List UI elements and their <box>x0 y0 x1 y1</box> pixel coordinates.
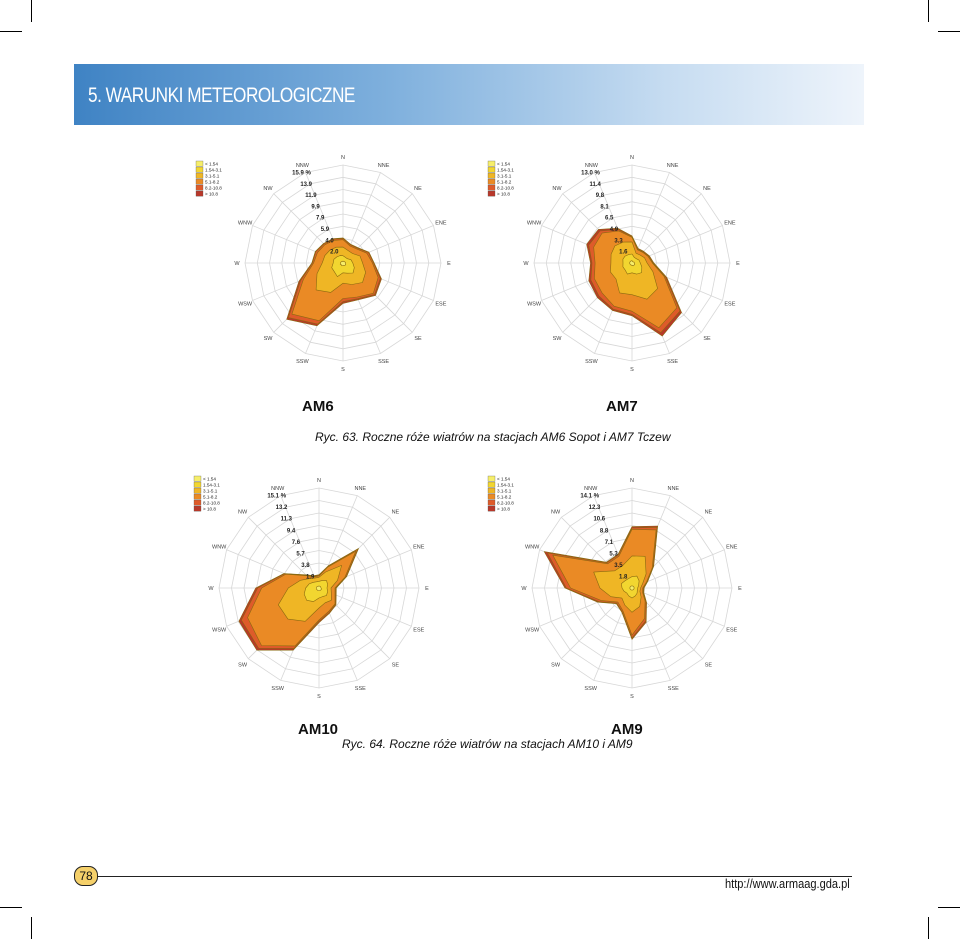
direction-label: SSW <box>296 358 309 365</box>
direction-label: W <box>521 586 527 592</box>
direction-label: SE <box>391 662 400 669</box>
legend-label: < 1.54 <box>205 161 218 167</box>
ring-label: 7.9 <box>316 215 325 222</box>
ring-label: 1.6 <box>619 249 628 256</box>
legend-label: 3.1-5.1 <box>497 173 512 179</box>
direction-label: NNW <box>295 163 309 170</box>
ring-label: 11.9 <box>305 193 317 200</box>
direction-label: NW <box>552 186 562 192</box>
direction-label: SSW <box>271 685 284 692</box>
ring-label: 12.3 <box>588 505 601 512</box>
legend-swatch <box>196 167 203 172</box>
legend-swatch <box>196 191 203 196</box>
legend-swatch <box>194 506 201 511</box>
ring-label: 1.8 <box>619 574 628 581</box>
direction-label: E <box>425 586 429 592</box>
legend-swatch <box>196 185 203 190</box>
crop-mark <box>0 907 22 908</box>
legend-swatch <box>488 161 495 166</box>
ring-label: 13.2 <box>275 505 288 512</box>
series-area <box>316 586 321 591</box>
direction-label: NW <box>551 509 561 516</box>
ring-label: 11.4 <box>589 181 601 188</box>
direction-label: WSW <box>527 301 542 308</box>
ring-label: 13.9 <box>300 181 313 188</box>
legend-swatch <box>194 482 201 487</box>
ring-label: 13.0 % <box>581 170 600 177</box>
wind-rose-am6 <box>190 155 460 375</box>
direction-label: W <box>208 586 214 592</box>
legend-label: 5.1-8.2 <box>203 494 218 500</box>
direction-label: NE <box>414 186 422 192</box>
direction-label: ENE <box>726 544 738 551</box>
direction-label: S <box>341 367 345 373</box>
legend-swatch <box>194 494 201 499</box>
legend-label: 8.2-10.8 <box>497 185 514 191</box>
wind-rose-am7 <box>482 155 752 375</box>
direction-label: SSE <box>667 685 679 692</box>
direction-label: N <box>317 478 321 484</box>
direction-label: W <box>523 261 529 267</box>
ring-label: 9.8 <box>595 193 605 200</box>
legend-swatch <box>488 179 495 184</box>
direction-label: N <box>341 155 345 161</box>
wind-rose-am7-svg <box>482 155 752 375</box>
legend-swatch <box>196 173 203 178</box>
direction-label: ESE <box>435 301 447 308</box>
legend-label: > 10.8 <box>205 191 218 197</box>
ring-label: 3.8 <box>301 562 310 569</box>
ring-label: 2.0 <box>330 249 339 256</box>
legend <box>488 476 514 512</box>
ring-label: 3.3 <box>614 238 623 245</box>
direction-label: WNW <box>237 220 253 227</box>
direction-label: ENE <box>435 220 447 227</box>
direction-label: ENE <box>724 220 736 227</box>
ring-label: 1.9 <box>306 574 315 581</box>
direction-label: NNE <box>667 486 680 493</box>
legend-swatch <box>488 488 495 493</box>
direction-label: ESE <box>413 627 425 634</box>
ring-label: 14.1 % <box>580 493 600 500</box>
direction-label: SW <box>238 662 248 669</box>
legend-swatch <box>488 506 495 511</box>
direction-label: W <box>234 261 240 267</box>
direction-label: WNW <box>526 220 542 227</box>
direction-label: NNE <box>377 163 390 170</box>
direction-label: ENE <box>413 544 425 551</box>
direction-label: SE <box>704 662 713 669</box>
direction-label: WSW <box>238 301 253 308</box>
legend-swatch <box>194 488 201 493</box>
direction-label: NNW <box>584 163 598 170</box>
direction-label: NW <box>263 186 273 192</box>
direction-label: E <box>738 586 742 592</box>
station-label-am9: AM9 <box>611 721 643 738</box>
direction-label: SSE <box>667 358 679 365</box>
figure-caption-64: Ryc. 64. Roczne róże wiatrów na stacjach AM10 i AM9 <box>342 737 633 751</box>
station-label-am7: AM7 <box>606 398 638 415</box>
direction-label: N <box>630 155 634 161</box>
crop-mark <box>938 907 960 908</box>
direction-label: ESE <box>726 627 738 634</box>
direction-label: SSW <box>585 358 598 365</box>
crop-mark <box>31 917 32 939</box>
direction-label: SSE <box>378 358 390 365</box>
ring-label: 9.4 <box>286 528 296 535</box>
legend-label: < 1.54 <box>497 476 510 482</box>
ring-label: 3.5 <box>614 562 623 569</box>
direction-label: S <box>630 367 634 373</box>
direction-label: SE <box>414 336 422 342</box>
direction-label: S <box>630 694 634 700</box>
page-number: 78 <box>74 866 98 886</box>
legend-label: 1.54-3.1 <box>205 167 222 173</box>
ring-label: 15.1 % <box>267 493 287 500</box>
legend-label: 8.2-10.8 <box>205 185 222 191</box>
legend-swatch <box>194 500 201 505</box>
wind-rose-am9-svg <box>482 470 752 700</box>
station-label-am6: AM6 <box>302 398 334 415</box>
direction-label: SE <box>703 336 711 342</box>
legend-label: > 10.8 <box>203 506 216 512</box>
direction-label: SSE <box>354 685 366 692</box>
ring-label: 15.9 % <box>292 170 311 177</box>
legend-swatch <box>488 500 495 505</box>
legend-label: 1.54-3.1 <box>203 482 220 488</box>
legend-swatch <box>196 161 203 166</box>
direction-label: WNW <box>212 544 227 551</box>
series-area <box>630 586 634 590</box>
direction-label: SW <box>552 336 562 342</box>
legend-label: 3.1-5.1 <box>205 173 220 179</box>
ring-label: 4.9 <box>609 227 619 233</box>
legend-label: 8.2-10.8 <box>497 500 514 506</box>
direction-label: WSW <box>212 627 227 634</box>
legend-swatch <box>488 482 495 487</box>
legend-swatch <box>488 173 495 178</box>
legend-swatch <box>488 191 495 196</box>
direction-label: SW <box>263 336 273 342</box>
ring-label: 7.6 <box>291 539 301 546</box>
legend-label: 5.1-8.2 <box>497 179 512 185</box>
direction-label: NNW <box>584 486 598 493</box>
ring-label: 7.1 <box>604 539 614 546</box>
legend-swatch <box>194 476 201 481</box>
direction-label: NNW <box>271 486 285 493</box>
direction-label: N <box>630 478 634 484</box>
legend-label: < 1.54 <box>203 476 216 482</box>
ring-label: 5.3 <box>609 551 618 558</box>
wind-rose-am10-svg <box>188 470 429 700</box>
legend-label: 5.1-8.2 <box>497 494 512 500</box>
station-label-am10: AM10 <box>298 721 339 738</box>
direction-label: NE <box>704 509 713 516</box>
wind-rose-am6-svg <box>190 155 460 375</box>
legend-swatch <box>488 167 495 172</box>
ring-label: 4.0 <box>325 238 334 245</box>
direction-label: E <box>736 261 740 267</box>
legend-swatch <box>488 185 495 190</box>
legend-label: 8.2-10.8 <box>203 500 220 506</box>
figure-caption-63: Ryc. 63. Roczne róże wiatrów na stacjach AM6 Sopot i AM7 Tczew <box>315 430 671 444</box>
direction-label: NE <box>391 509 400 516</box>
direction-label: SW <box>551 662 561 669</box>
legend-label: < 1.54 <box>497 161 510 167</box>
ring-label: 5.9 <box>320 227 330 233</box>
direction-label: NE <box>703 186 711 192</box>
crop-mark <box>938 31 960 32</box>
ring-label: 8.8 <box>599 528 609 535</box>
direction-label: ESE <box>724 301 736 308</box>
ring-label: 11.3 <box>280 516 292 523</box>
wind-rose-am9 <box>482 470 752 700</box>
legend-swatch <box>488 476 495 481</box>
ring-label: 9.9 <box>311 204 320 211</box>
legend-swatch <box>488 494 495 499</box>
legend <box>196 161 222 197</box>
ring-label: 8.1 <box>600 204 609 211</box>
legend-swatch <box>196 179 203 184</box>
ring-label: 5.7 <box>296 551 305 558</box>
ring-label: 10.6 <box>593 516 606 523</box>
legend-label: 3.1-5.1 <box>203 488 218 494</box>
direction-label: NW <box>238 509 248 516</box>
direction-label: WNW <box>525 544 540 551</box>
wind-rose-am10 <box>188 470 429 700</box>
direction-label: NNE <box>666 163 679 170</box>
crop-mark <box>928 917 929 939</box>
legend <box>194 476 220 512</box>
direction-label: NNE <box>354 486 367 493</box>
chapter-title: 5. WARUNKI METEOROLOGICZNE <box>88 84 355 107</box>
direction-label: SSW <box>584 685 597 692</box>
direction-label: E <box>447 261 451 267</box>
direction-label: WSW <box>525 627 540 634</box>
crop-mark <box>928 0 929 22</box>
direction-label: S <box>317 694 321 700</box>
crop-mark <box>31 0 32 22</box>
legend-label: > 10.8 <box>497 506 510 512</box>
legend-label: 5.1-8.2 <box>205 179 220 185</box>
crop-mark <box>0 31 22 32</box>
chapter-header <box>74 64 864 125</box>
ring-label: 6.5 <box>605 215 614 222</box>
legend-label: > 10.8 <box>497 191 510 197</box>
legend-label: 1.54-3.1 <box>497 482 514 488</box>
legend <box>488 161 514 197</box>
legend-label: 3.1-5.1 <box>497 488 512 494</box>
legend-label: 1.54-3.1 <box>497 167 514 173</box>
footer-url[interactable]: http://www.armaag.gda.pl <box>725 876 850 891</box>
